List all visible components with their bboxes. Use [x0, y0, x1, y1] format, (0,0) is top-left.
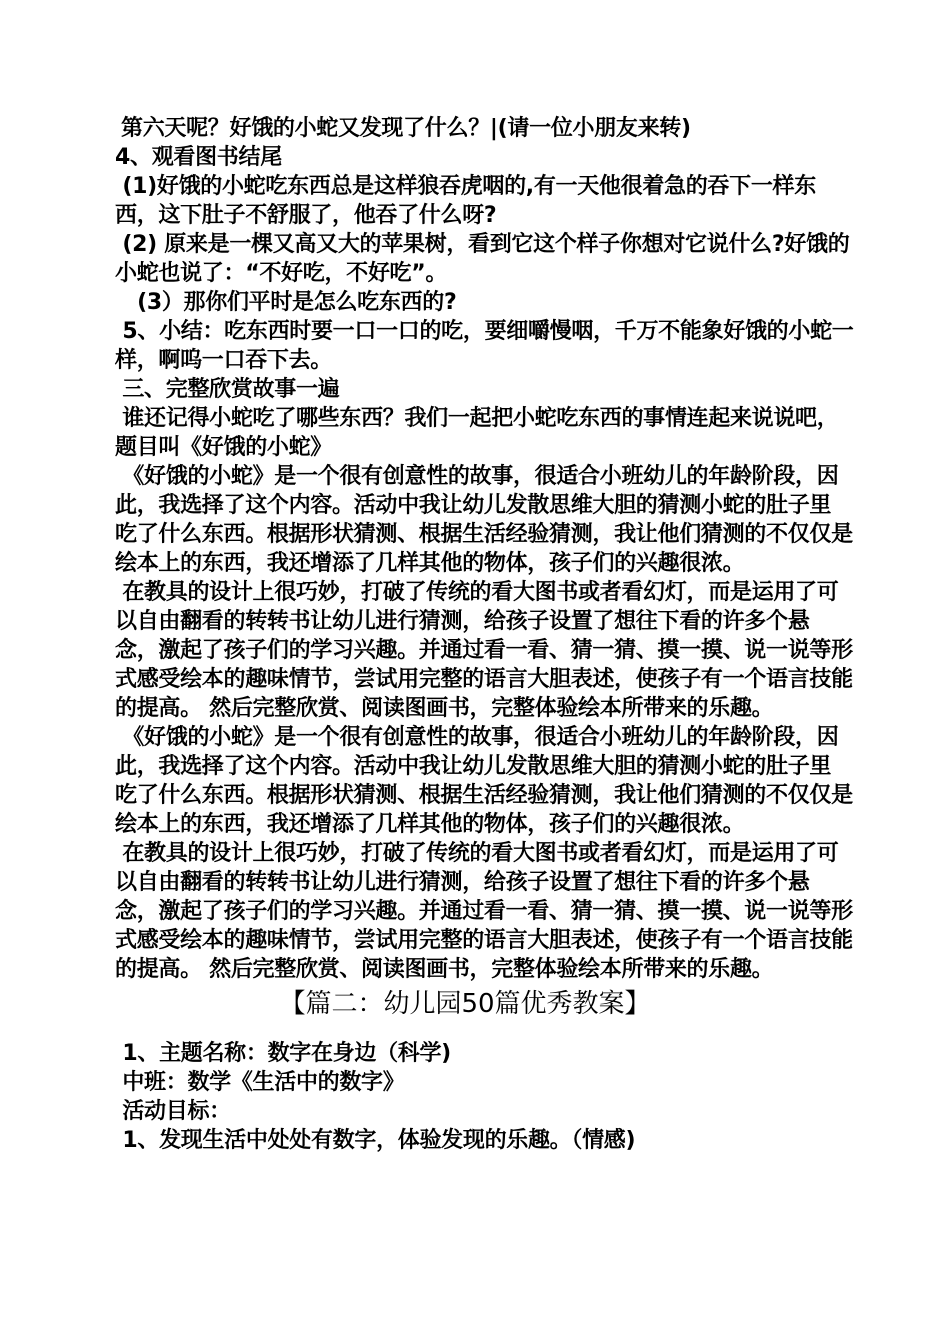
paragraph: 《好饿的小蛇》是一个很有创意性的故事，很适合小班幼儿的年龄阶段，因此，我选择了这个内容。活动中我让幼儿发散思维大胆的猜测小蛇的肚子里 吃了什么东西。根据形状猜测、根据生活经验猜测，我让他们猜测的不仅仅是绘本上的东西，我还增添了几样其他的物体，孩子们的兴趣很浓。 — [115, 464, 853, 576]
paragraph: 第六天呢？好饿的小蛇又发现了什么？|(请一位小朋友来转) — [121, 116, 691, 141]
paragraph: 在教具的设计上很巧妙，打破了传统的看大图书或者看幻灯，而是运用了可以自由翻看的转转书让幼儿进行猜测，给孩子设置了想往下看的许多个悬 念，激起了孩子们的学习兴趣。并通过看一看、猜一猜、摸一摸、说一说等形式感受绘本的趣味情节，尝试用完整的语言大胆表述，使孩子有一个语言技能的提高。 然后完整欣赏、阅读图画书，完整体验绘本所带来的乐趣。 — [115, 841, 853, 982]
document-body — [115, 114, 855, 1155]
paragraph: 中班：数学《生活中的数字》 — [115, 1070, 405, 1095]
section-title: 【篇二：幼儿园50篇优秀教案】 — [279, 989, 651, 1019]
paragraph: 谁还记得小蛇吃了哪些东西？我们一起把小蛇吃东西的事情连起来说说吧，题目叫《好饿的小蛇》 — [115, 406, 839, 460]
paragraph: 在教具的设计上很巧妙，打破了传统的看大图书或者看幻灯，而是运用了可以自由翻看的转转书让幼儿进行猜测，给孩子设置了想往下看的许多个悬 念，激起了孩子们的学习兴趣。并通过看一看、猜一猜、摸一摸、说一说等形式感受绘本的趣味情节，尝试用完整的语言大胆表述，使孩子有一个语言技能的提高。 然后完整欣赏、阅读图画书，完整体验绘本所带来的乐趣。 — [115, 580, 853, 721]
paragraph: 三、完整欣赏故事一遍 — [115, 377, 340, 402]
paragraph: 《好饿的小蛇》是一个很有创意性的故事，很适合小班幼儿的年龄阶段，因此，我选择了这个内容。活动中我让幼儿发散思维大胆的猜测小蛇的肚子里 吃了什么东西。根据形状猜测、根据生活经验猜测，我让他们猜测的不仅仅是绘本上的东西，我还增添了几样其他的物体，孩子们的兴趣很浓。 — [115, 725, 853, 837]
paragraph: 1、发现生活中处处有数字，体验发现的乐趣。（情感) — [115, 1128, 636, 1153]
paragraph: (2) 原来是一棵又高又大的苹果树，看到它这个样子你想对它说什么?好饿的小蛇也说了：“不好吃，不好吃”。 — [115, 232, 850, 286]
paragraph: 1、主题名称：数字在身边（科学) — [115, 1041, 451, 1066]
paragraph: (1)好饿的小蛇吃东西总是这样狼吞虎咽的,有一天他很着急的吞下一样东西，这下肚子不舒服了，他吞了什么呀? — [115, 174, 816, 228]
paragraph: (3）那你们平时是怎么吃东西的? — [115, 290, 457, 315]
paragraph: 4、观看图书结尾 — [115, 145, 282, 170]
paragraph: 活动目标： — [115, 1099, 231, 1124]
paragraph: 5、小结：吃东西时要一口一口的吃，要细嚼慢咽，千万不能象好饿的小蛇一样，啊呜一口吞下去。 — [115, 319, 854, 373]
